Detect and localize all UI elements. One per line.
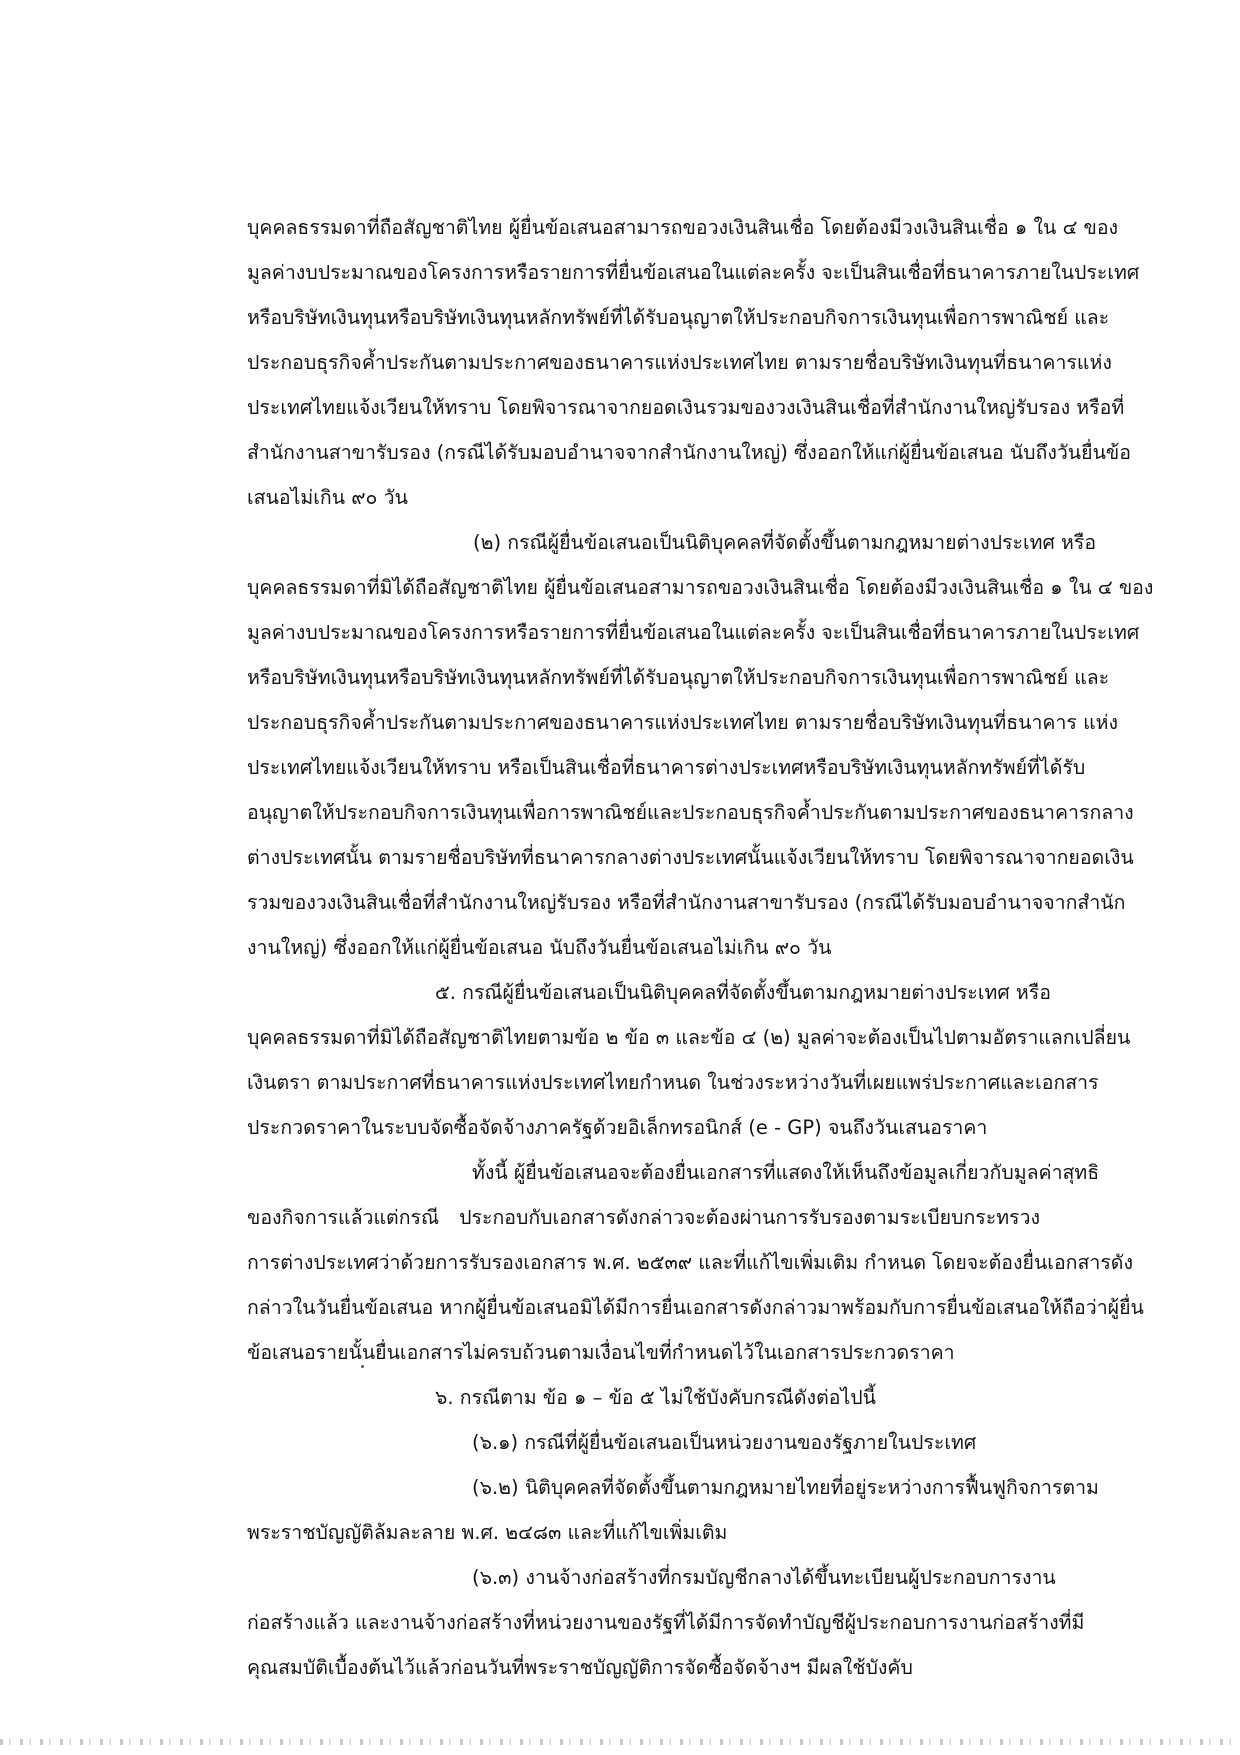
- text-line: ประกอบธุรกิจค้ำประกันตามประกาศของธนาคารแห่งประเทศไทย ตามรายชื่อบริษัทเงินทุนที่ธนาคาร แห่ง: [247, 711, 1119, 734]
- text-line: สำนักงานสาขารับรอง (กรณีได้รับมอบอำนาจจากสำนักงานใหญ่) ซึ่งออกให้แก่ผู้ยื่นข้อเสนอ นับถึงวันยื่นข้อ: [247, 441, 1131, 464]
- clause-5-heading: ๕. กรณีผู้ยื่นข้อเสนอเป็นนิติบุคคลที่จัดตั้งขึ้นตามกฎหมายต่างประเทศ หรือ: [435, 981, 1051, 1004]
- text-line: บุคคลธรรมดาที่มิได้ถือสัญชาติไทยตามข้อ ๒ ข้อ ๓ และข้อ ๔ (๒) มูลค่าจะต้องเป็นไปตามอัตราแลกเปลี่ยน: [247, 1026, 1131, 1049]
- text-line: ของกิจการแล้วแต่กรณี ประกอบกับเอกสารดังกล่าวจะต้องผ่านการรับรองตามระเบียบกระทรวง: [247, 1206, 1040, 1229]
- text-line: ประกวดราคาในระบบจัดซื้อจัดจ้างภาครัฐด้วยอิเล็กทรอนิกส์ (e - GP) จนถึงวันเสนอราคา: [247, 1116, 988, 1139]
- scan-speck: [361, 1365, 364, 1368]
- text-line: หรือบริษัทเงินทุนหรือบริษัทเงินทุนหลักทรัพย์ที่ได้รับอนุญาตให้ประกอบกิจการเงินทุนเพื่อการพาณิชย์ และ: [247, 666, 1110, 689]
- text-line: มูลค่างบประมาณของโครงการหรือรายการที่ยื่นข้อเสนอในแต่ละครั้ง จะเป็นสินเชื่อที่ธนาคารภายในประเทศ: [247, 261, 1140, 284]
- text-line: กล่าวในวันยื่นข้อเสนอ หากผู้ยื่นข้อเสนอมิได้มีการยื่นเอกสารดังกล่าวมาพร้อมกับการยื่นข้อเสนอให้ถือว่าผู้ยื่น: [247, 1296, 1144, 1319]
- text-line: ประเทศไทยแจ้งเวียนให้ทราบ หรือเป็นสินเชื่อที่ธนาคารต่างประเทศหรือบริษัทเงินทุนหลักทรัพย์ที่ได้รับ: [247, 756, 1086, 779]
- text-line: บุคคลธรรมดาที่มิได้ถือสัญชาติไทย ผู้ยื่นข้อเสนอสามารถขอวงเงินสินเชื่อ โดยต้องมีวงเงินสินเชื่อ ๑ ใน ๔ ของ: [247, 576, 1154, 599]
- text-line: ต่างประเทศนั้น ตามรายชื่อบริษัทที่ธนาคารกลางต่างประเทศนั้นแจ้งเวียนให้ทราบ โดยพิจารณาจากยอดเงิน: [247, 846, 1134, 869]
- text-line: ประกอบธุรกิจค้ำประกันตามประกาศของธนาคารแห่งประเทศไทย ตามรายชื่อบริษัทเงินทุนที่ธนาคารแห่ง: [247, 351, 1112, 374]
- scan-artifact-strip: [0, 1739, 1240, 1745]
- clause-6-3: (๖.๓) งานจ้างก่อสร้างที่กรมบัญชีกลางได้ขึ้นทะเบียนผู้ประกอบการงาน: [472, 1566, 1056, 1589]
- clause-6-1: (๖.๑) กรณีที่ผู้ยื่นข้อเสนอเป็นหน่วยงานของรัฐภายในประเทศ: [472, 1431, 977, 1454]
- clause-6-2: (๖.๒) นิติบุคคลที่จัดตั้งขึ้นตามกฎหมายไทยที่อยู่ระหว่างการฟื้นฟูกิจการตาม: [472, 1476, 1099, 1499]
- text-line: เสนอไม่เกิน ๙๐ วัน: [247, 486, 408, 509]
- text-line: คุณสมบัติเบื้องต้นไว้แล้วก่อนวันที่พระราชบัญญัติการจัดซื้อจัดจ้างฯ มีผลใช้บังคับ: [247, 1656, 913, 1679]
- paragraph-note: ทั้งนี้ ผู้ยื่นข้อเสนอจะต้องยื่นเอกสารที่แสดงให้เห็นถึงข้อมูลเกี่ยวกับมูลค่าสุทธิ: [472, 1161, 1100, 1184]
- text-line: การต่างประเทศว่าด้วยการรับรองเอกสาร พ.ศ. ๒๕๓๙ และที่แก้ไขเพิ่มเติม กำหนด โดยจะต้องยื่นเอกสารดัง: [247, 1251, 1133, 1274]
- text-line: รวมของวงเงินสินเชื่อที่สำนักงานใหญ่รับรอง หรือที่สำนักงานสาขารับรอง (กรณีได้รับมอบอำนาจจากสำนัก: [247, 891, 1126, 914]
- text-line: ประเทศไทยแจ้งเวียนให้ทราบ โดยพิจารณาจากยอดเงินรวมของวงเงินสินเชื่อที่สำนักงานใหญ่รับรอง หรือที่: [247, 396, 1125, 419]
- text-line: พระราชบัญญัติล้มละลาย พ.ศ. ๒๔๘๓ และที่แก้ไขเพิ่มเติม: [247, 1521, 728, 1544]
- text-line: มูลค่างบประมาณของโครงการหรือรายการที่ยื่นข้อเสนอในแต่ละครั้ง จะเป็นสินเชื่อที่ธนาคารภายในประเทศ: [247, 621, 1140, 644]
- paragraph-heading-2: (๒) กรณีผู้ยื่นข้อเสนอเป็นนิติบุคคลที่จัดตั้งขึ้นตามกฎหมายต่างประเทศ หรือ: [473, 531, 1097, 554]
- clause-6-heading: ๖. กรณีตาม ข้อ ๑ – ข้อ ๕ ไม่ใช้บังคับกรณีดังต่อไปนี้: [435, 1386, 876, 1409]
- text-line: เงินตรา ตามประกาศที่ธนาคารแห่งประเทศไทยกำหนด ในช่วงระหว่างวันที่เผยแพร่ประกาศและเอกสาร: [247, 1071, 1099, 1094]
- text-line: บุคคลธรรมดาที่ถือสัญชาติไทย ผู้ยื่นข้อเสนอสามารถขอวงเงินสินเชื่อ โดยต้องมีวงเงินสินเชื่อ ๑ ใน ๔ ของ: [247, 216, 1119, 239]
- text-line: ข้อเสนอรายนั้นยื่นเอกสารไม่ครบถ้วนตามเงื่อนไขที่กำหนดไว้ในเอกสารประกวดราคา: [247, 1341, 955, 1364]
- text-line: หรือบริษัทเงินทุนหรือบริษัทเงินทุนหลักทรัพย์ที่ได้รับอนุญาตให้ประกอบกิจการเงินทุนเพื่อการพาณิชย์ และ: [247, 306, 1110, 329]
- text-line: อนุญาตให้ประกอบกิจการเงินทุนเพื่อการพาณิชย์และประกอบธุรกิจค้ำประกันตามประกาศของธนาคารกลาง: [247, 801, 1134, 824]
- text-line: งานใหญ่) ซึ่งออกให้แก่ผู้ยื่นข้อเสนอ นับถึงวันยื่นข้อเสนอไม่เกิน ๙๐ วัน: [247, 936, 832, 959]
- text-line: ก่อสร้างแล้ว และงานจ้างก่อสร้างที่หน่วยงานของรัฐที่ได้มีการจัดทำบัญชีผู้ประกอบการงานก่อสร้างที่มี: [247, 1611, 1085, 1634]
